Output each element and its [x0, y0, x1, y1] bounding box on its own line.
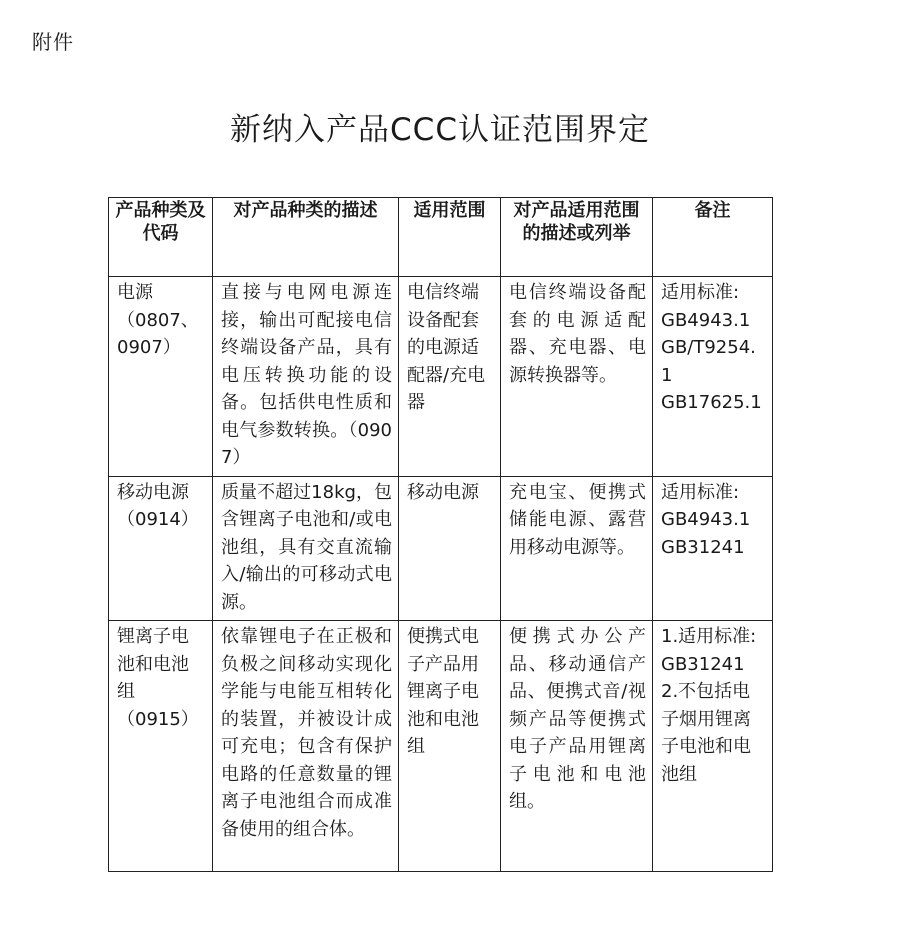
- note-line: GB/T9254.1: [661, 337, 756, 386]
- note-line: GB31241: [661, 536, 745, 558]
- table-row: [109, 277, 773, 477]
- category-code: （0807、0907）: [117, 309, 199, 358]
- category-code: （0914）: [117, 509, 199, 530]
- page-title: 新纳入产品CCC认证范围界定: [230, 112, 650, 148]
- note-line: 1.适用标准:: [661, 626, 757, 647]
- header-scope-detail: 对产品适用范围的描述或列举: [501, 198, 653, 277]
- note-line: GB4943.1: [661, 509, 751, 530]
- notes-cell: [653, 277, 773, 477]
- table-row: [109, 476, 773, 621]
- ccc-scope-table: [108, 197, 773, 872]
- header-description: 对产品种类的描述: [213, 198, 399, 277]
- category-name: 电源: [117, 282, 153, 303]
- notes-cell: [653, 476, 773, 621]
- category-name: 移动电源: [117, 481, 189, 503]
- scope-detail-cell: 便携式办公产品、移动通信产品、便携式音/视频产品等便携式电子产品用锂离子电池和电池组。: [501, 621, 653, 872]
- scope-cell: 便携式电子产品用锂离子电池和电池组: [399, 621, 501, 872]
- category-cell: [109, 277, 213, 477]
- header-category: 产品种类及代码: [109, 198, 213, 277]
- header-notes: 备注: [653, 198, 773, 277]
- note-line: GB31241: [661, 653, 745, 675]
- note-line: 适用标准:: [661, 282, 740, 303]
- note-line: GB17625.1: [661, 392, 762, 413]
- description-cell: 依靠锂电子在正极和负极之间移动实现化学能与电能互相转化的装置，并被设计成可充电；包含有保护电路的任意数量的锂离子电池组合而成准备使用的组合体。: [213, 621, 399, 872]
- note-line: 2.不包括电子烟用锂离子电池和电池组: [661, 681, 751, 785]
- description-cell: 质量不超过18kg，包含锂离子电池和/或电池组，具有交直流输入/输出的可移动式电源。: [213, 476, 399, 621]
- category-code: （0915）: [117, 708, 199, 730]
- description-cell: 直接与电网电源连接，输出可配接电信终端设备产品，具有电压转换功能的设备。包括供电性质和电气参数转换。（0907）: [213, 277, 399, 477]
- note-line: 适用标准:: [661, 481, 740, 503]
- scope-cell: 电信终端设备配套的电源适配器/充电器: [399, 277, 501, 477]
- notes-cell: [653, 621, 773, 872]
- scope-detail-cell: 电信终端设备配套的电源适配器、充电器、电源转换器等。: [501, 277, 653, 477]
- scope-cell: 移动电源: [399, 476, 501, 621]
- table-row: [109, 621, 773, 872]
- note-line: GB4943.1: [661, 309, 751, 331]
- category-cell: [109, 621, 213, 872]
- table-header-row: [109, 198, 773, 277]
- category-name: 锂离子电池和电池组: [117, 626, 189, 702]
- header-scope: 适用范围: [399, 198, 501, 277]
- scope-detail-cell: 充电宝、便携式储能电源、露营用移动电源等。: [501, 476, 653, 621]
- attachment-label: 附件: [32, 30, 74, 54]
- category-cell: [109, 476, 213, 621]
